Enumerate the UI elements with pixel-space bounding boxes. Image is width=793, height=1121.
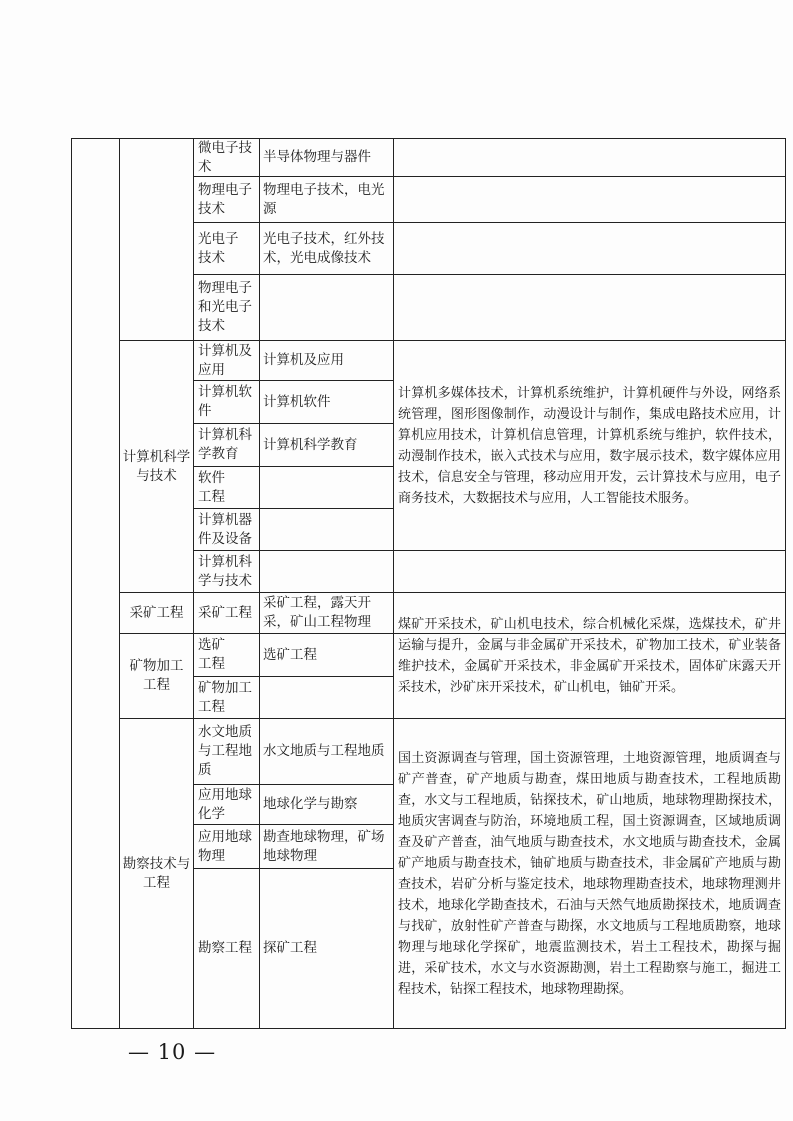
major-text: 光电子技术，红外技术，光电成像技术 (263, 230, 385, 266)
related-divider (393, 222, 786, 223)
major-cell (260, 341, 393, 380)
related-majors-text: 煤矿开采技术，矿山机电技术，综合机械化采煤，选煤技术，矿井运输与提升，金属与非金属矿开采技术，矿物加工技术，矿业装备维护技术，金属矿开采技术，非金属矿开采技术，固体矿床露天开采技术，沙矿床开采技术，矿山机电，铀矿开采。 (398, 616, 781, 695)
category-cell (120, 634, 193, 718)
related-divider (393, 274, 786, 275)
related-majors-cell (394, 341, 785, 550)
subject-text: 物理电子和光电子技术 (198, 280, 252, 334)
subject-cell (195, 593, 259, 633)
category-text: 计算机科学与技术 (122, 448, 191, 484)
subject-cell (195, 869, 259, 1028)
subject-text: 选矿工程 (198, 637, 225, 672)
subject-cell (195, 825, 259, 868)
subject-cell (195, 177, 259, 222)
subject-text: 计算机软件 (198, 384, 252, 419)
subject-text: 软件工程 (198, 469, 225, 505)
subject-text: 光电子技术 (198, 230, 239, 266)
subject-text: 应用地球化学 (198, 786, 252, 822)
subject-table (71, 138, 786, 1028)
major-cell (260, 593, 393, 633)
table-border-left (71, 138, 72, 1028)
category-cell (120, 719, 193, 1028)
major-cell (260, 825, 393, 868)
major-cell (260, 223, 393, 274)
table-border-top (71, 138, 786, 139)
subject-text: 物理电子技术 (198, 181, 252, 217)
table-border-bottom (71, 1028, 786, 1029)
related-majors-text: 计算机多媒体技术，计算机系统维护，计算机硬件与外设，网络系统管理，图形图像制作，动漫设计与制作，集成电路技术应用，计算机应用技术，计算机信息管理，计算机系统与维护，软件技术，动漫制作技术，嵌入式技术与应用，数字展示技术，数字媒体应用技术，信息安全与管理，移动应用开发，云计算技术与应用，电子商务技术，大数据技术与应用，人工智能技术服务。 (398, 385, 781, 506)
subject-cell (195, 424, 259, 466)
major-text: 水文地质与工程地质 (263, 743, 385, 759)
related-majors-cell (394, 593, 785, 718)
category-text: 矿物加工工程 (129, 658, 184, 693)
major-text: 计算机科学教育 (263, 436, 358, 453)
subject-text: 水文地质与工程地质 (198, 724, 252, 778)
subject-cell (195, 341, 259, 380)
subject-text: 采矿工程 (198, 604, 252, 621)
page-number: — 10 — (128, 1040, 217, 1064)
subject-cell (195, 381, 259, 423)
subject-cell (195, 509, 259, 550)
major-cell (260, 551, 393, 592)
major-text: 计算机软件 (263, 393, 331, 410)
subject-text: 计算机及应用 (198, 342, 252, 378)
major-text: 计算机及应用 (263, 352, 344, 368)
subject-text: 计算机器件及设备 (198, 511, 252, 547)
major-cell (260, 467, 393, 508)
subject-cell (195, 223, 249, 274)
major-text: 半导体物理与器件 (263, 149, 371, 165)
subject-text: 计算机科学与技术 (198, 553, 252, 589)
major-cell (260, 677, 393, 718)
subject-text: 应用地球物理 (198, 828, 252, 864)
major-text: 物理电子技术，电光源 (263, 181, 385, 217)
table-border-right (785, 138, 786, 1028)
subject-cell (195, 275, 259, 340)
major-text: 采矿工程，露天开采，矿山工程物理 (263, 595, 371, 630)
category-text: 采矿工程 (129, 604, 184, 621)
subject-text: 微电子技术 (198, 139, 252, 175)
major-text: 选矿工程 (263, 646, 317, 663)
related-divider (393, 176, 786, 177)
related-majors-text: 国土资源调查与管理，国土资源管理，土地资源管理，地质调查与矿产普查，矿产地质与勘查，煤田地质与勘查技术，工程地质勘查，水文与工程地质，钻探技术，矿山地质，地球物理勘探技术，地质灾害调查与防治，环境地质工程，国土资源调查，区域地质调查及矿产普查，油气地质与勘查技术，水文地质与勘查技术，金属矿产地质与勘查技术，铀矿地质与勘查技术，非金属矿产地质与勘查技术，岩矿分析与鉴定技术，地球物理勘查技术，地球物理测井技术，地球化学勘查技术，石油与天然气地质勘探技术，地质调查与找矿，放射性矿产普查与勘探，水文地质与工程地质勘察，地球物理与地球化学探矿，地震监测技术，岩土工程技术，勘探与掘进，采矿技术，水文与水资源勘测，岩土工程勘察与施工，掘进工程技术，钻探工程技术，地球物理勘探。 (398, 750, 781, 997)
major-cell (260, 139, 393, 176)
subject-text: 矿物加工工程 (198, 679, 252, 715)
subject-cell (195, 139, 259, 176)
subject-cell (195, 634, 235, 676)
subject-cell (195, 785, 259, 824)
major-cell (260, 177, 393, 222)
major-cell (260, 424, 393, 466)
related-divider (393, 550, 786, 551)
category-text: 勘察技术与工程 (122, 855, 191, 891)
major-cell (260, 634, 393, 676)
major-cell (260, 719, 393, 784)
major-cell (260, 509, 393, 550)
major-cell (260, 785, 393, 824)
major-cell (260, 381, 393, 423)
major-cell (260, 869, 393, 1028)
subject-text: 计算机科学教育 (198, 427, 252, 462)
subject-cell (195, 551, 259, 592)
subject-cell (195, 677, 259, 718)
subject-cell (195, 467, 235, 508)
major-text: 地球化学与勘察 (263, 796, 358, 812)
subject-text: 勘察工程 (198, 940, 252, 956)
major-text: 探矿工程 (263, 940, 317, 956)
major-text: 勘查地球物理，矿场地球物理 (263, 828, 385, 864)
related-majors-cell (394, 719, 785, 1028)
subject-cell (195, 719, 259, 784)
category-cell (120, 341, 193, 592)
category-cell (120, 593, 193, 633)
major-cell (260, 275, 393, 340)
col-divider-2 (193, 138, 194, 1028)
